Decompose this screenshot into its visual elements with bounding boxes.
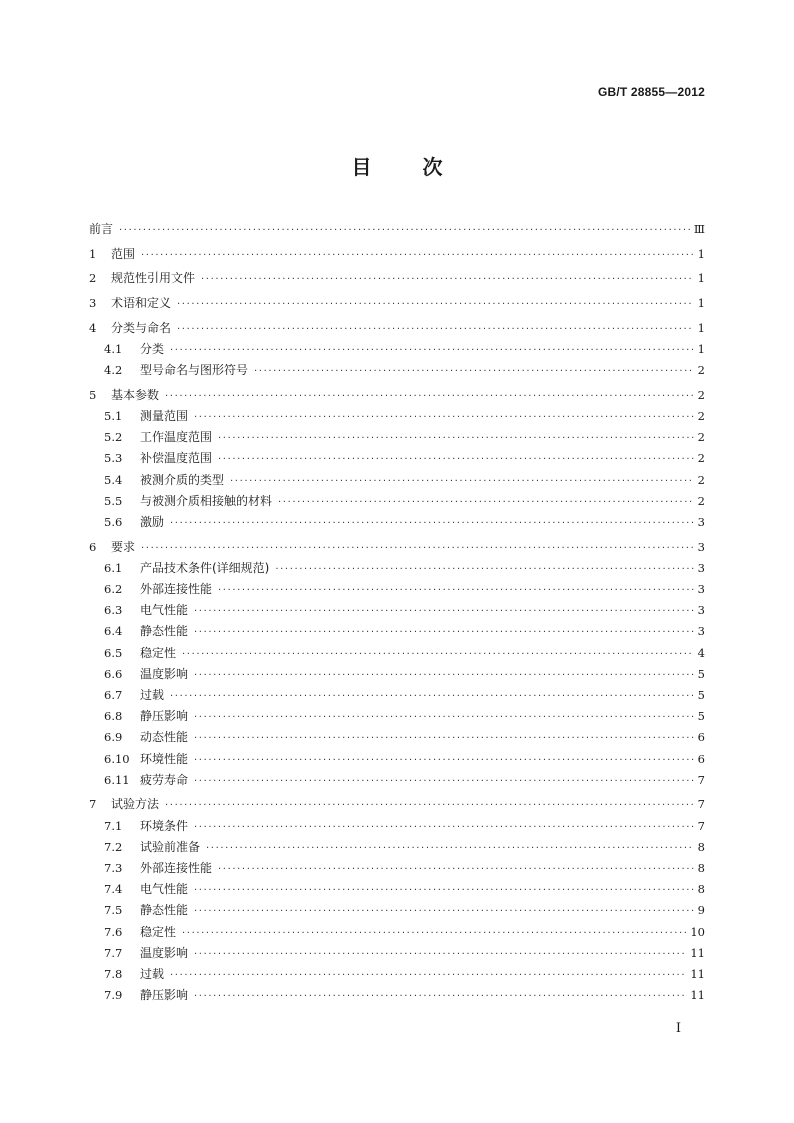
- toc-leader-dots: [194, 986, 687, 1007]
- toc-entry-page: 6: [697, 730, 705, 745]
- toc-entry-label: 工作温度范围: [140, 430, 213, 445]
- table-of-contents: [89, 219, 705, 1006]
- toc-entry[interactable]: [89, 858, 705, 879]
- toc-entry-label: 产品技术条件(详细规范): [140, 560, 270, 575]
- title-char-1: 目: [351, 155, 372, 179]
- toc-leader-dots: [170, 340, 694, 361]
- toc-entry-page: 3: [697, 560, 705, 575]
- toc-entry[interactable]: [89, 900, 705, 921]
- toc-entry-label: 基本参数: [111, 387, 160, 402]
- toc-entry-page: 3: [697, 603, 705, 618]
- toc-entry-number: 2: [89, 271, 97, 286]
- toc-entry-number: 6.6: [104, 666, 123, 681]
- toc-entry-number: 7.7: [104, 945, 123, 960]
- toc-entry-label: 试验方法: [111, 797, 160, 812]
- toc-entry-page: 2: [697, 387, 705, 402]
- toc-entry[interactable]: [89, 406, 705, 427]
- toc-leader-dots: [119, 220, 691, 241]
- toc-entry-number: 6.5: [104, 645, 123, 660]
- toc-entry-label: 与被测介质相接触的材料: [140, 493, 273, 508]
- toc-entry-page: 7: [697, 818, 705, 833]
- toc-entry-page: 9: [697, 903, 705, 918]
- toc-entry-number: 7.6: [104, 924, 123, 939]
- toc-leader-dots: [141, 245, 694, 266]
- toc-entry-number: 7: [89, 797, 97, 812]
- toc-entry-page: 7: [697, 772, 705, 787]
- toc-entry-page: 2: [697, 493, 705, 508]
- toc-entry-label: 稳定性: [140, 645, 177, 660]
- toc-entry-page: 2: [697, 472, 705, 487]
- toc-entry-page: 3: [697, 539, 705, 554]
- toc-entry-page: 5: [697, 709, 705, 724]
- toc-leader-dots: [278, 492, 694, 513]
- toc-leader-dots: [170, 513, 694, 534]
- toc-leader-dots: [230, 471, 694, 492]
- toc-entry-page: 3: [697, 624, 705, 639]
- toc-entry[interactable]: [89, 922, 705, 943]
- toc-leader-dots: [194, 665, 694, 686]
- toc-entry-number: 5.5: [104, 493, 123, 508]
- toc-leader-dots: [194, 944, 687, 965]
- toc-entry-number: 3: [89, 296, 97, 311]
- toc-leader-dots: [141, 538, 694, 559]
- toc-entry-page: 11: [690, 945, 705, 960]
- toc-leader-dots: [165, 386, 694, 407]
- toc-entry[interactable]: [89, 706, 705, 727]
- toc-entry-page: 2: [697, 430, 705, 445]
- standard-code: GB/T 28855—2012: [597, 85, 705, 99]
- toc-entry-label: 分类与命名: [111, 320, 172, 335]
- toc-entry-page: 1: [697, 320, 705, 335]
- toc-entry-label: 要求: [111, 539, 136, 554]
- toc-entry-label: 试验前准备: [140, 839, 201, 854]
- toc-leader-dots: [206, 838, 694, 859]
- toc-entry[interactable]: [89, 318, 705, 339]
- footer-page-number: I: [675, 1021, 681, 1036]
- toc-entry[interactable]: [89, 491, 705, 512]
- toc-entry-number: 5.4: [104, 472, 123, 487]
- toc-entry-number: 6.7: [104, 687, 123, 702]
- toc-leader-dots: [194, 728, 694, 749]
- toc-entry-label: 术语和定义: [111, 296, 172, 311]
- toc-leader-dots: [218, 580, 694, 601]
- toc-entry-label: 动态性能: [140, 730, 189, 745]
- toc-entry-page: 1: [697, 246, 705, 261]
- toc-leader-dots: [194, 750, 694, 771]
- toc-entry-page: 2: [697, 409, 705, 423]
- toc-entry-label: 前言: [89, 222, 114, 236]
- toc-leader-dots: [218, 859, 694, 880]
- toc-entry-label: 规范性引用文件: [111, 271, 196, 286]
- toc-entry-number: 7.3: [104, 860, 123, 875]
- toc-leader-dots: [194, 901, 694, 922]
- toc-entry[interactable]: [89, 293, 705, 314]
- toc-entry[interactable]: [89, 385, 705, 406]
- toc-entry[interactable]: [89, 537, 705, 558]
- toc-entry-page: 4: [697, 645, 705, 660]
- toc-entry[interactable]: [89, 794, 705, 815]
- toc-entry-label: 过载: [140, 687, 165, 702]
- toc-entry[interactable]: [89, 427, 705, 448]
- toc-entry[interactable]: [89, 512, 705, 533]
- toc-entry-number: 1: [89, 246, 97, 261]
- toc-entry-label: 疲劳寿命: [140, 772, 189, 787]
- toc-entry-page: 3: [697, 514, 705, 529]
- toc-entry[interactable]: [89, 816, 705, 837]
- toc-entry-number: 6.10: [104, 751, 130, 766]
- toc-entry-page: 6: [697, 751, 705, 766]
- toc-entry-number: 7.1: [104, 818, 123, 833]
- toc-leader-dots: [182, 923, 687, 944]
- toc-entry-label: 过载: [140, 966, 165, 981]
- toc-entry-number: 6.11: [104, 772, 130, 787]
- toc-entry-number: 5.6: [104, 514, 123, 529]
- toc-entry[interactable]: [89, 770, 705, 791]
- toc-leader-dots: [218, 449, 694, 470]
- toc-entry[interactable]: [89, 964, 705, 985]
- toc-entry-number: 6: [89, 539, 97, 554]
- toc-entry-label: 补偿温度范围: [140, 451, 213, 466]
- toc-entry-page: 11: [690, 988, 705, 1003]
- toc-entry-label: 稳定性: [140, 924, 177, 939]
- toc-entry[interactable]: [89, 470, 705, 491]
- toc-leader-dots: [177, 294, 694, 315]
- toc-entry[interactable]: [89, 579, 705, 600]
- toc-entry-label: 被测介质的类型: [140, 472, 225, 487]
- toc-entry-page: 1: [697, 341, 705, 356]
- toc-entry-number: 7.5: [104, 903, 123, 918]
- toc-entry-label: 静态性能: [140, 903, 189, 918]
- toc-entry-number: 7.8: [104, 966, 123, 981]
- toc-entry-number: 7.4: [104, 882, 123, 897]
- toc-entry-label: 型号命名与图形符号: [140, 363, 249, 378]
- toc-entry-number: 4: [89, 320, 97, 335]
- toc-leader-dots: [165, 795, 694, 816]
- toc-entry-label: 分类: [140, 341, 165, 356]
- toc-leader-dots: [275, 559, 694, 580]
- toc-entry-number: 5.3: [104, 451, 123, 466]
- toc-leader-dots: [194, 880, 694, 901]
- toc-entry[interactable]: [89, 727, 705, 748]
- toc-entry-label: 温度影响: [140, 945, 189, 960]
- toc-entry[interactable]: [89, 837, 705, 858]
- toc-entry-number: 6.2: [104, 582, 123, 596]
- toc-entry[interactable]: [89, 360, 705, 381]
- toc-entry[interactable]: [89, 558, 705, 579]
- toc-entry-page: 10: [690, 924, 705, 939]
- toc-entry-page: Ⅲ: [693, 222, 705, 236]
- toc-entry-page: 3: [697, 582, 705, 596]
- toc-entry-page: 8: [697, 882, 705, 897]
- toc-entry-label: 环境条件: [140, 818, 189, 833]
- title-char-2: 次: [422, 155, 443, 179]
- toc-entry[interactable]: [89, 339, 705, 360]
- toc-leader-dots: [254, 361, 694, 382]
- toc-entry-number: 4.2: [104, 363, 123, 378]
- toc-entry-label: 温度影响: [140, 666, 189, 681]
- toc-entry[interactable]: [89, 643, 705, 664]
- page-title: [0, 151, 794, 180]
- toc-entry-label: 外部连接性能: [140, 860, 213, 875]
- toc-leader-dots: [194, 622, 694, 643]
- toc-entry-page: 5: [697, 666, 705, 681]
- toc-entry-label: 电气性能: [140, 882, 189, 897]
- toc-leader-dots: [194, 407, 694, 428]
- toc-entry-page: 7: [697, 797, 705, 812]
- toc-entry[interactable]: [89, 621, 705, 642]
- toc-entry-number: 4.1: [104, 341, 123, 356]
- toc-entry[interactable]: [89, 268, 705, 289]
- toc-entry-label: 测量范围: [140, 409, 189, 423]
- toc-entry-number: 5: [89, 387, 97, 402]
- toc-leader-dots: [170, 686, 694, 707]
- toc-entry-number: 5.2: [104, 430, 123, 445]
- toc-entry-label: 静态性能: [140, 624, 189, 639]
- toc-leader-dots: [194, 601, 694, 622]
- toc-entry-number: 6.4: [104, 624, 123, 639]
- toc-leader-dots: [182, 644, 694, 665]
- toc-entry-number: 6.3: [104, 603, 123, 618]
- toc-entry-number: 6.1: [104, 560, 123, 575]
- toc-entry-page: 5: [697, 687, 705, 702]
- toc-entry-label: 范围: [111, 246, 136, 261]
- toc-leader-dots: [170, 965, 687, 986]
- toc-leader-dots: [194, 817, 694, 838]
- toc-entry-label: 环境性能: [140, 751, 189, 766]
- toc-leader-dots: [201, 269, 694, 290]
- toc-entry-label: 静压影响: [140, 709, 189, 724]
- toc-leader-dots: [218, 428, 694, 449]
- toc-entry[interactable]: [89, 749, 705, 770]
- toc-entry-page: 11: [690, 966, 705, 981]
- toc-entry-number: 6.9: [104, 730, 123, 745]
- toc-entry[interactable]: [89, 685, 705, 706]
- toc-entry[interactable]: [89, 244, 705, 265]
- toc-entry-page: 8: [697, 860, 705, 875]
- toc-leader-dots: [194, 707, 694, 728]
- toc-entry-number: 7.2: [104, 839, 123, 854]
- toc-entry[interactable]: [89, 879, 705, 900]
- toc-entry-page: 1: [697, 296, 705, 311]
- toc-entry-page: 2: [697, 451, 705, 466]
- toc-entry[interactable]: [89, 448, 705, 469]
- toc-leader-dots: [177, 319, 694, 340]
- toc-entry[interactable]: [89, 985, 705, 1006]
- toc-entry-page: 1: [697, 271, 705, 286]
- toc-entry[interactable]: [89, 664, 705, 685]
- toc-entry-number: 7.9: [104, 988, 123, 1003]
- toc-entry-label: 静压影响: [140, 988, 189, 1003]
- toc-leader-dots: [194, 771, 694, 792]
- toc-entry-label: 外部连接性能: [140, 582, 213, 596]
- toc-entry-number: 5.1: [104, 409, 123, 423]
- toc-entry[interactable]: [89, 943, 705, 964]
- toc-entry-page: 2: [697, 363, 705, 378]
- toc-entry[interactable]: [89, 600, 705, 621]
- toc-entry-label: 激励: [140, 514, 165, 529]
- toc-entry[interactable]: [89, 219, 705, 240]
- toc-entry-label: 电气性能: [140, 603, 189, 618]
- toc-entry-number: 6.8: [104, 709, 123, 724]
- toc-entry-page: 8: [697, 839, 705, 854]
